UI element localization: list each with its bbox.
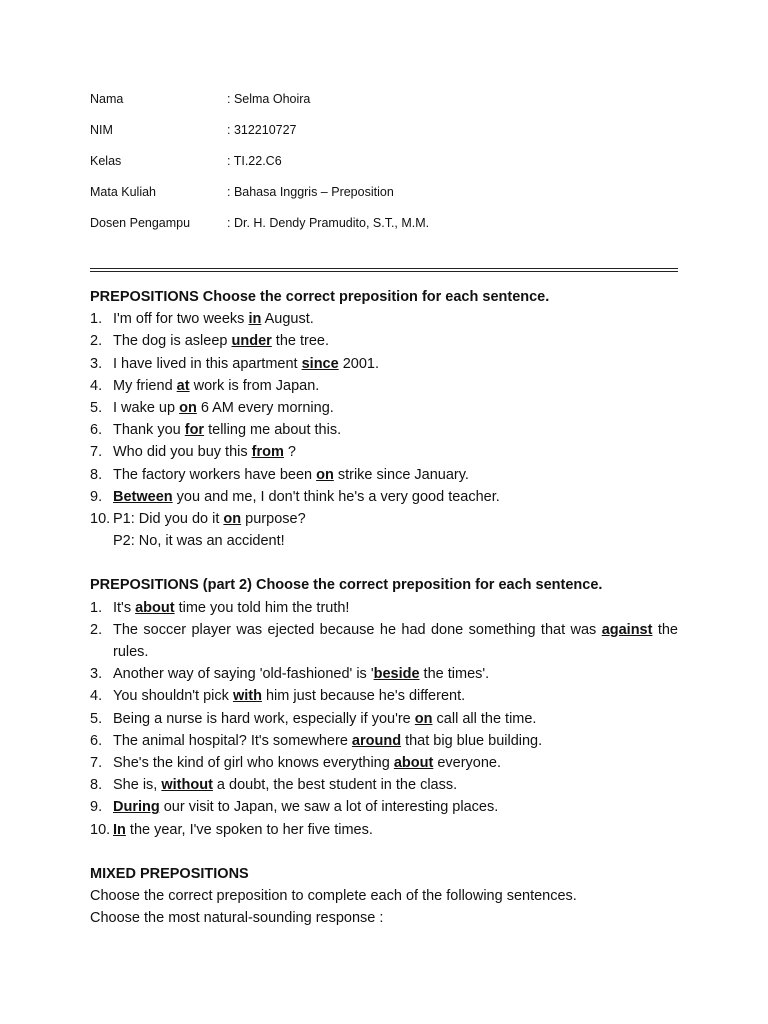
item-number: 1. [90, 311, 103, 328]
item-text: My friend [113, 377, 177, 394]
list-item [90, 375, 678, 397]
info-label: NIM [90, 123, 113, 137]
item-number: 8. [90, 466, 103, 483]
list-item [90, 419, 678, 441]
list-item [90, 619, 678, 663]
item-number: 9. [90, 488, 103, 505]
item-number: 3. [90, 355, 103, 372]
item-text: work is from Japan. [189, 377, 320, 394]
answer: against [601, 621, 653, 638]
item-text: ? [283, 444, 296, 461]
section-1-list [90, 308, 678, 530]
section-3-instruction: Choose the correct preposition to complete each of the following sentences. [90, 888, 577, 905]
info-value: : Selma Ohoira [227, 92, 311, 106]
info-value: : Bahasa Inggris – Preposition [227, 185, 394, 199]
item-number: 5. [90, 400, 103, 417]
item-text: P1: Did you do it [113, 511, 224, 528]
answer: about [393, 755, 434, 772]
list-item [90, 308, 678, 330]
item-text: call all the time. [432, 710, 537, 727]
info-label: Dosen Pengampu [90, 216, 191, 230]
item-number: 4. [90, 688, 103, 705]
section-3-title: MIXED PREPOSITIONS [90, 865, 249, 882]
item-text: strike since January. [333, 466, 469, 483]
item-number: 10. [90, 821, 111, 838]
answer: at [176, 377, 190, 394]
list-item [90, 508, 678, 530]
answer: on [414, 710, 433, 727]
list-item [90, 685, 678, 707]
answer: under [231, 333, 272, 350]
info-value: : 312210727 [227, 123, 297, 137]
item-number: 7. [90, 444, 103, 461]
info-row-kelas [90, 154, 429, 185]
info-row-mata-kuliah [90, 185, 429, 216]
answer: on [316, 466, 334, 483]
list-item [90, 663, 678, 685]
item-number: 9. [90, 799, 103, 816]
item-text: I wake up [113, 400, 180, 417]
item-text: you and me, I don't think he's a very good teacher. [172, 488, 500, 505]
section-2-list [90, 597, 678, 841]
answer: from [251, 444, 284, 461]
item-text: time you told him the truth! [174, 599, 350, 616]
item-number: 6. [90, 732, 103, 749]
list-item [90, 353, 678, 375]
info-value: : Dr. H. Dendy Pramudito, S.T., M.M. [227, 216, 430, 230]
answer: about [135, 599, 175, 616]
item-text: The factory workers have been [113, 466, 317, 483]
item-text: purpose? [241, 511, 306, 528]
list-item [90, 752, 678, 774]
item-text: August. [261, 311, 314, 328]
section-2-title: PREPOSITIONS (part 2) Choose the correct preposition for each sentence. [90, 577, 603, 594]
item-number: 7. [90, 755, 103, 772]
item-text: the rules. [113, 621, 679, 661]
item-number: 4. [90, 377, 103, 394]
item-text: him just because he's different. [261, 688, 466, 705]
item-text: that big blue building. [401, 732, 543, 749]
item-number: 10. [90, 511, 111, 528]
student-info [90, 92, 429, 247]
item-text: telling me about this. [204, 422, 342, 439]
item-text: the tree. [271, 333, 330, 350]
item-text: She is, [113, 777, 162, 794]
item-text: I'm off for two weeks [113, 311, 249, 328]
answer: During [113, 799, 160, 816]
item-text: The soccer player was ejected because he had done something that was [113, 621, 602, 638]
item-text: The animal hospital? It's somewhere [113, 732, 352, 749]
item-text: I have lived in this apartment [113, 355, 302, 372]
item-number: 3. [90, 666, 103, 683]
dialogue-reply: P2: No, it was an accident! [113, 533, 285, 550]
item-number: 1. [90, 599, 103, 616]
item-text: The dog is asleep [113, 333, 232, 350]
item-text: Being a nurse is hard work, especially if you're [113, 710, 415, 727]
list-item [90, 397, 678, 419]
list-item [90, 441, 678, 463]
item-number: 6. [90, 422, 103, 439]
answer: on [223, 511, 242, 528]
item-number: 2. [90, 621, 103, 638]
answer: around [351, 732, 402, 749]
item-text: You shouldn't pick [113, 688, 233, 705]
list-item [90, 796, 678, 818]
answer: with [232, 688, 262, 705]
item-text: Who did you buy this [113, 444, 252, 461]
list-item [90, 597, 678, 619]
info-value: : TI.22.C6 [227, 154, 282, 168]
item-text: everyone. [433, 755, 502, 772]
info-row-nama [90, 92, 429, 123]
list-item [90, 730, 678, 752]
answer: without [161, 777, 213, 794]
header-divider [90, 268, 678, 272]
item-text: the year, I've spoken to her five times. [125, 821, 373, 838]
item-text: It's [113, 599, 136, 616]
item-number: 5. [90, 710, 103, 727]
answer: Between [113, 488, 173, 505]
info-label: Nama [90, 92, 124, 106]
list-item [90, 708, 678, 730]
list-item [90, 464, 678, 486]
answer: since [301, 355, 339, 372]
answer: in [248, 311, 262, 328]
item-text: 2001. [338, 355, 380, 372]
info-row-nim [90, 123, 429, 154]
item-text: Another way of saying 'old-fashioned' is ' [113, 666, 374, 683]
answer: for [184, 422, 205, 439]
answer: on [179, 400, 197, 417]
list-item [90, 486, 678, 508]
item-number: 2. [90, 333, 103, 350]
item-text: our visit to Japan, we saw a lot of interesting places. [159, 799, 499, 816]
item-text: Thank you [113, 422, 185, 439]
answer: beside [373, 666, 420, 683]
item-text: 6 AM every morning. [196, 400, 334, 417]
section-1-title: PREPOSITIONS Choose the correct preposition for each sentence. [90, 289, 550, 305]
info-label: Kelas [90, 154, 122, 168]
info-label: Mata Kuliah [90, 185, 157, 199]
item-number: 8. [90, 777, 103, 794]
worksheet-body [90, 286, 678, 929]
list-item [90, 819, 678, 841]
section-3-instruction: Choose the most natural-sounding response : [90, 910, 384, 927]
info-row-dosen [90, 216, 429, 247]
item-text: the times'. [419, 666, 490, 683]
answer: In [113, 821, 126, 838]
list-item [90, 330, 678, 352]
item-text: a doubt, the best student in the class. [212, 777, 458, 794]
list-item [90, 774, 678, 796]
item-text: She's the kind of girl who knows everything [113, 755, 394, 772]
